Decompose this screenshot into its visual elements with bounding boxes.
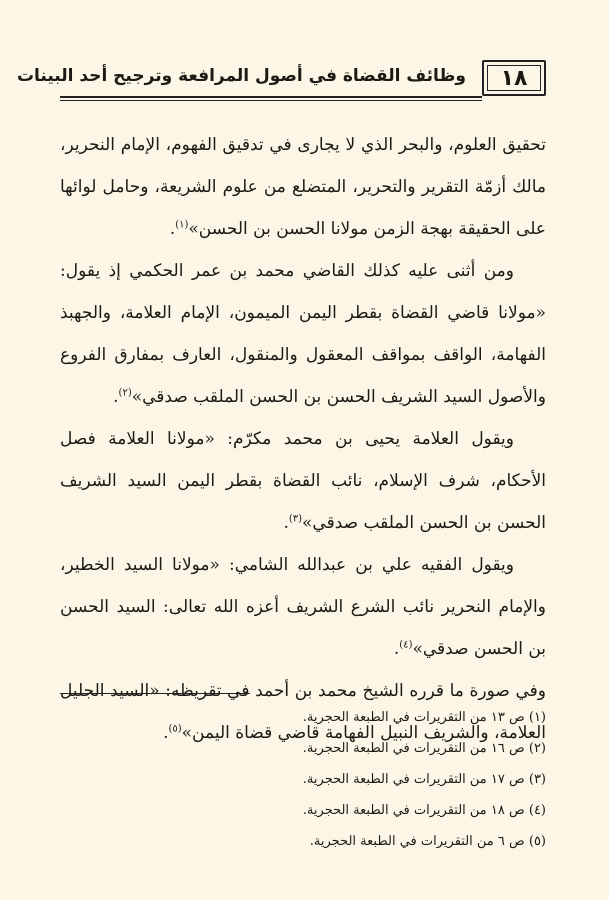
footnote-4: (٤) ص ١٨ من التقريرات في الطبعة الحجرية. [302, 803, 546, 818]
paragraph-1-text: تحقيق العلوم، والبحر الذي لا يجارى في تدقيق الفهوم، الإمام النحرير، مالك أزمّة التقرير والتحرير، المتضلع من علوم الشريعة، وحامل لوائها على الحقيقة بهجة الزمن مولانا الحسن بن الحسن» [60, 135, 546, 239]
paragraph-5: وفي صورة ما قرره الشيخ محمد بن أحمد في تقريظه: «السيد الجليل العلامة، والشريف النبيل الفهامة قاضي قضاة اليمن»$^{(٥)}$. [60, 681, 546, 743]
page-number: ١٨ [500, 65, 528, 91]
footnote-ref-1: (١) [175, 219, 189, 231]
footnote-ref-4: (٤) [399, 639, 413, 651]
header-rule [60, 96, 482, 98]
paragraph-4: ويقول الفقيه علي بن عبدالله الشامي: «مولانا السيد الخطير، والإمام النحرير نائب الشرع الشريف أعزه الله تعالى: السيد الحسن بن الحسن صدقي»$^{(٤)}$. [60, 555, 546, 659]
page-number-frame [482, 60, 546, 96]
paragraph-5-text: وفي صورة ما قرره الشيخ محمد بن أحمد في تقريظه: «السيد الجليل العلامة، والشريف النبيل الفهامة قاضي قضاة اليمن» [60, 681, 546, 743]
footnote-3: (٣) ص ١٧ من التقريرات في الطبعة الحجرية. [302, 772, 546, 787]
footnote-ref-3: (٣) [288, 513, 303, 525]
paragraph-3: ويقول العلامة يحيى بن محمد مكرّم: «مولانا العلامة فصل الأحكام، شرف الإسلام، نائب القضاة بقطر اليمن السيد الشريف الحسن بن الحسن الملقب صدقي»$^{(٣)}$. [60, 429, 546, 533]
running-title: وظائف القضاة في أصول المرافعة وترجيح أحد البينات [16, 66, 466, 86]
paragraph-2: ومن أثنى عليه كذلك القاضي محمد بن عمر الحكمي إذ يقول: «مولانا قاضي القضاة بقطر اليمن الميمون، الإمام العلامة، والجهبذ الفهامة، الواقف بمواقف المعقول والمنقول، العارف بمفارق الفروع والأصول السيد الشريف الحسن بن الحسن الملقب صدقي»$^{(٢)}$. [60, 261, 546, 407]
footnote-1: (١) ص ١٣ من التقريرات في الطبعة الحجرية. [302, 710, 546, 725]
paragraph-4-text: ويقول الفقيه علي بن عبدالله الشامي: «مولانا السيد الخطير، والإمام النحرير نائب الشرع الشريف أعزه الله تعالى: السيد الحسن بن الحسن صدقي» [60, 555, 546, 659]
body-text [60, 124, 546, 754]
footnote-separator [60, 693, 250, 694]
paragraph-1: تحقيق العلوم، والبحر الذي لا يجارى في تدقيق الفهوم، الإمام النحرير، مالك أزمّة التقرير والتحرير، المتضلع من علوم الشريعة، وحامل لوائها على الحقيقة بهجة الزمن مولانا الحسن بن الحسن»$^{(١)}$. [60, 135, 546, 239]
paragraph-2-text: ومن أثنى عليه كذلك القاضي محمد بن عمر الحكمي إذ يقول: «مولانا قاضي القضاة بقطر اليمن الميمون، الإمام العلامة، والجهبذ الفهامة، الواقف بمواقف المعقول والمنقول، العارف بمفارق الفروع والأصول السيد الشريف الحسن بن الحسن الملقب صدقي» [60, 261, 546, 407]
footnote-ref-2: (٢) [118, 387, 132, 399]
header-rule-thin [60, 100, 482, 101]
footnotes [60, 702, 546, 857]
page-header [16, 56, 546, 114]
footnote-ref-5: (٥) [168, 723, 182, 735]
footnote-2: (٢) ص ١٦ من التقريرات في الطبعة الحجرية. [302, 741, 546, 756]
footnote-5: (٥) ص ٦ من التقريرات في الطبعة الحجرية. [309, 834, 546, 849]
paragraph-3-text: ويقول العلامة يحيى بن محمد مكرّم: «مولانا العلامة فصل الأحكام، شرف الإسلام، نائب القضاة بقطر اليمن السيد الشريف الحسن بن الحسن الملقب صدقي» [60, 429, 546, 533]
